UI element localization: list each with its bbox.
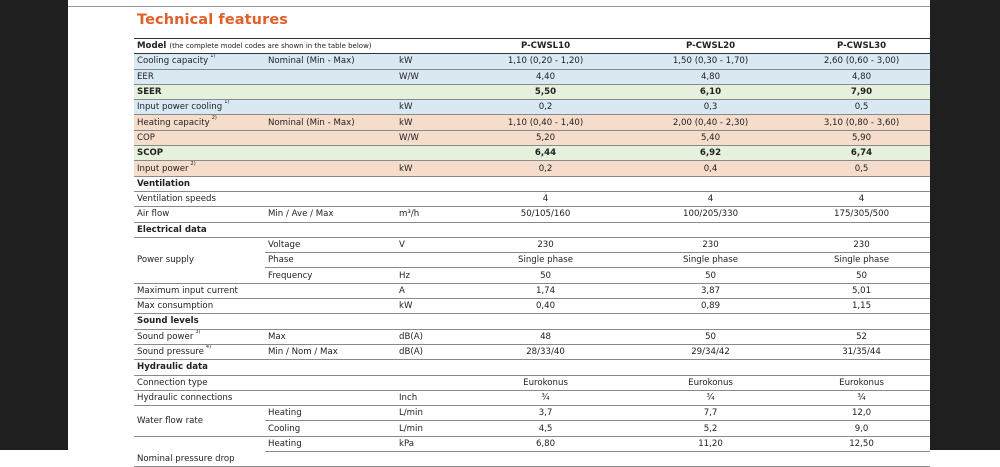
row-sub [265, 100, 396, 115]
row-unit: kW [396, 100, 463, 115]
model-note: (the complete model codes are shown in the table below) [169, 42, 372, 51]
value-cell: 0,2 [463, 100, 628, 115]
value-cell: Eurokonus [793, 375, 930, 390]
value-cell: Single phase [628, 253, 793, 268]
row-sub [265, 299, 396, 314]
value-cell: 4,80 [793, 69, 930, 84]
row-sub: Cooling [265, 421, 396, 436]
row-label: Air flow [134, 207, 265, 222]
row-unit [396, 375, 463, 390]
footnote-mark: 1) [224, 99, 230, 106]
value-cell: 4 [463, 191, 628, 206]
row-label: Ventilation speeds [134, 191, 265, 206]
row-sub: Max [265, 329, 396, 344]
row-unit [396, 452, 463, 467]
row-label: Hydraulic connections [134, 390, 265, 405]
value-cell: ¾ [793, 390, 930, 405]
row-label: SEER [134, 84, 265, 99]
value-cell [628, 452, 793, 467]
value-cell: ¾ [463, 390, 628, 405]
section-heading: Sound levels [134, 314, 930, 329]
value-cell: 0,5 [793, 100, 930, 115]
value-cell: 3,7 [463, 406, 628, 421]
row-sub [265, 84, 396, 99]
row-unit: L/min [396, 421, 463, 436]
right-dark-margin [930, 0, 1000, 450]
value-cell: 50 [628, 329, 793, 344]
value-cell: 6,10 [628, 84, 793, 99]
table-row-air-flow [134, 207, 930, 222]
technical-features-table [134, 38, 930, 467]
row-sub: Min / Ave / Max [265, 207, 396, 222]
row-label: Max consumption [134, 299, 265, 314]
table-row-eer [134, 69, 930, 84]
value-cell: 50 [628, 268, 793, 283]
table-row-ventilation-speeds [134, 191, 930, 206]
row-unit: W/W [396, 130, 463, 145]
row-sub [265, 161, 396, 176]
value-cell: 12,0 [793, 406, 930, 421]
row-label: Power supply [134, 237, 265, 283]
row-sub: Voltage [265, 237, 396, 252]
table-row-sound-power [134, 329, 930, 344]
row-unit: kW [396, 161, 463, 176]
row-label: Nominal pressure drop [134, 436, 265, 467]
row-sub [265, 130, 396, 145]
row-unit: A [396, 283, 463, 298]
value-cell: 2,60 (0,60 - 3,00) [793, 54, 930, 69]
table-row-connection-type [134, 375, 930, 390]
table-row-input-power [134, 161, 930, 176]
value-cell: 1,10 (0,40 - 1,40) [463, 115, 628, 130]
value-cell: 31/35/44 [793, 344, 930, 359]
row-sub [265, 69, 396, 84]
model-header-cell [134, 39, 463, 54]
row-label: Input power cooling $^{1)}$ [134, 100, 265, 115]
row-sub [265, 375, 396, 390]
row-sub: Min / Nom / Max [265, 344, 396, 359]
value-cell: 230 [793, 237, 930, 252]
value-cell: 5,90 [793, 130, 930, 145]
value-cell: 9,0 [793, 421, 930, 436]
row-unit: m³/h [396, 207, 463, 222]
row-label: Maximum input current [134, 283, 265, 298]
value-cell: 6,44 [463, 146, 628, 161]
table-row-hydraulic-connections [134, 390, 930, 405]
value-cell: 50 [463, 268, 628, 283]
row-sub: Frequency [265, 268, 396, 283]
top-divider [68, 6, 930, 7]
section-heading: Ventilation [134, 176, 930, 191]
row-unit: dB(A) [396, 329, 463, 344]
value-cell: 0,89 [628, 299, 793, 314]
value-cell: 11,20 [628, 436, 793, 451]
value-cell: 5,01 [793, 283, 930, 298]
row-label: Sound pressure $^{4)}$ [134, 344, 265, 359]
row-label: EER [134, 69, 265, 84]
row-sub [265, 191, 396, 206]
value-cell: 2,00 (0,40 - 2,30) [628, 115, 793, 130]
value-cell: Single phase [793, 253, 930, 268]
table-row-input-power-cooling [134, 100, 930, 115]
value-cell: 12,50 [793, 436, 930, 451]
row-sub [265, 390, 396, 405]
row-unit [396, 253, 463, 268]
value-cell: 5,50 [463, 84, 628, 99]
table-row-max-input-current [134, 283, 930, 298]
row-label: Heating capacity $^{2)}$ [134, 115, 265, 130]
left-dark-margin [0, 0, 68, 450]
row-unit: W/W [396, 69, 463, 84]
row-unit: dB(A) [396, 344, 463, 359]
row-unit: kW [396, 54, 463, 69]
section-row-electrical [134, 222, 930, 237]
value-cell: 4,80 [628, 69, 793, 84]
value-cell [463, 452, 628, 467]
table-row-voltage [134, 237, 930, 252]
section-row-ventilation [134, 176, 930, 191]
table-row-max-consumption [134, 299, 930, 314]
table-row-scop [134, 146, 930, 161]
model-name: P-CWSL20 [628, 39, 793, 54]
value-cell: 5,40 [628, 130, 793, 145]
row-unit: Hz [396, 268, 463, 283]
row-unit: kW [396, 115, 463, 130]
value-cell: 7,90 [793, 84, 930, 99]
value-cell: 28/33/40 [463, 344, 628, 359]
value-cell: 230 [463, 237, 628, 252]
footnote-mark: 3) [195, 329, 201, 335]
table-row-heating-capacity [134, 115, 930, 130]
footnote-mark: 2) [211, 114, 217, 121]
table-row-seer [134, 84, 930, 99]
value-cell: 4 [793, 191, 930, 206]
footnote-mark: 2) [190, 160, 196, 167]
section-row-sound [134, 314, 930, 329]
value-cell: 1,15 [793, 299, 930, 314]
value-cell: 6,92 [628, 146, 793, 161]
value-cell: 1,10 (0,20 - 1,20) [463, 54, 628, 69]
row-sub: Heating [265, 406, 396, 421]
value-cell: 52 [793, 329, 930, 344]
value-cell: 0,40 [463, 299, 628, 314]
value-cell: 0,3 [628, 100, 793, 115]
value-cell: 5,20 [463, 130, 628, 145]
row-sub [265, 283, 396, 298]
row-label: Connection type [134, 375, 265, 390]
row-unit [396, 146, 463, 161]
value-cell: 4,40 [463, 69, 628, 84]
value-cell: 50/105/160 [463, 207, 628, 222]
table-row-cooling-capacity [134, 54, 930, 69]
value-cell: 0,5 [793, 161, 930, 176]
value-cell: 175/305/500 [793, 207, 930, 222]
table-row-water-flow-heating [134, 406, 930, 421]
row-label: Input power $^{2)}$ [134, 161, 265, 176]
model-name: P-CWSL30 [793, 39, 930, 54]
row-sub [265, 452, 396, 467]
table-header-row [134, 39, 930, 54]
row-sub: Phase [265, 253, 396, 268]
value-cell: 48 [463, 329, 628, 344]
table-row-sound-pressure [134, 344, 930, 359]
section-heading: Electrical data [134, 222, 930, 237]
table-row-cop [134, 130, 930, 145]
value-cell: 50 [793, 268, 930, 283]
row-label: Cooling capacity $^{1)}$ [134, 54, 265, 69]
row-unit: kW [396, 299, 463, 314]
row-sub [265, 146, 396, 161]
value-cell: Eurokonus [628, 375, 793, 390]
row-unit: L/min [396, 406, 463, 421]
value-cell: 7,7 [628, 406, 793, 421]
value-cell: 4 [628, 191, 793, 206]
value-cell: Eurokonus [463, 375, 628, 390]
value-cell: 6,80 [463, 436, 628, 451]
row-unit: V [396, 237, 463, 252]
model-name: P-CWSL10 [463, 39, 628, 54]
row-unit [396, 84, 463, 99]
row-sub: Heating [265, 436, 396, 451]
value-cell: 3,87 [628, 283, 793, 298]
row-unit: Inch [396, 390, 463, 405]
section-heading: Hydraulic data [134, 360, 930, 375]
value-cell: 0,4 [628, 161, 793, 176]
value-cell: 0,2 [463, 161, 628, 176]
row-label: SCOP [134, 146, 265, 161]
value-cell: Single phase [463, 253, 628, 268]
value-cell: 29/34/42 [628, 344, 793, 359]
value-cell: 5,2 [628, 421, 793, 436]
footnote-mark: 4) [205, 344, 212, 351]
row-sub: Nominal (Min - Max) [265, 54, 396, 69]
section-row-hydraulic [134, 360, 930, 375]
value-cell: 3,10 (0,80 - 3,60) [793, 115, 930, 130]
value-cell: 4,5 [463, 421, 628, 436]
row-unit [396, 191, 463, 206]
row-label: COP [134, 130, 265, 145]
value-cell: ¾ [628, 390, 793, 405]
row-unit: kPa [396, 436, 463, 451]
section-title: Technical features [137, 12, 289, 28]
value-cell: 6,74 [793, 146, 930, 161]
model-label: Model [137, 41, 167, 52]
value-cell: 1,50 (0,30 - 1,70) [628, 54, 793, 69]
table-row-pressure-drop-heating [134, 436, 930, 451]
value-cell: 100/205/330 [628, 207, 793, 222]
value-cell: 230 [628, 237, 793, 252]
value-cell [793, 452, 930, 467]
row-sub: Nominal (Min - Max) [265, 115, 396, 130]
footnote-mark: 1) [210, 53, 216, 60]
row-label: Sound power $^{3)}$ [134, 329, 265, 344]
value-cell: 1,74 [463, 283, 628, 298]
row-label: Water flow rate [134, 406, 265, 437]
